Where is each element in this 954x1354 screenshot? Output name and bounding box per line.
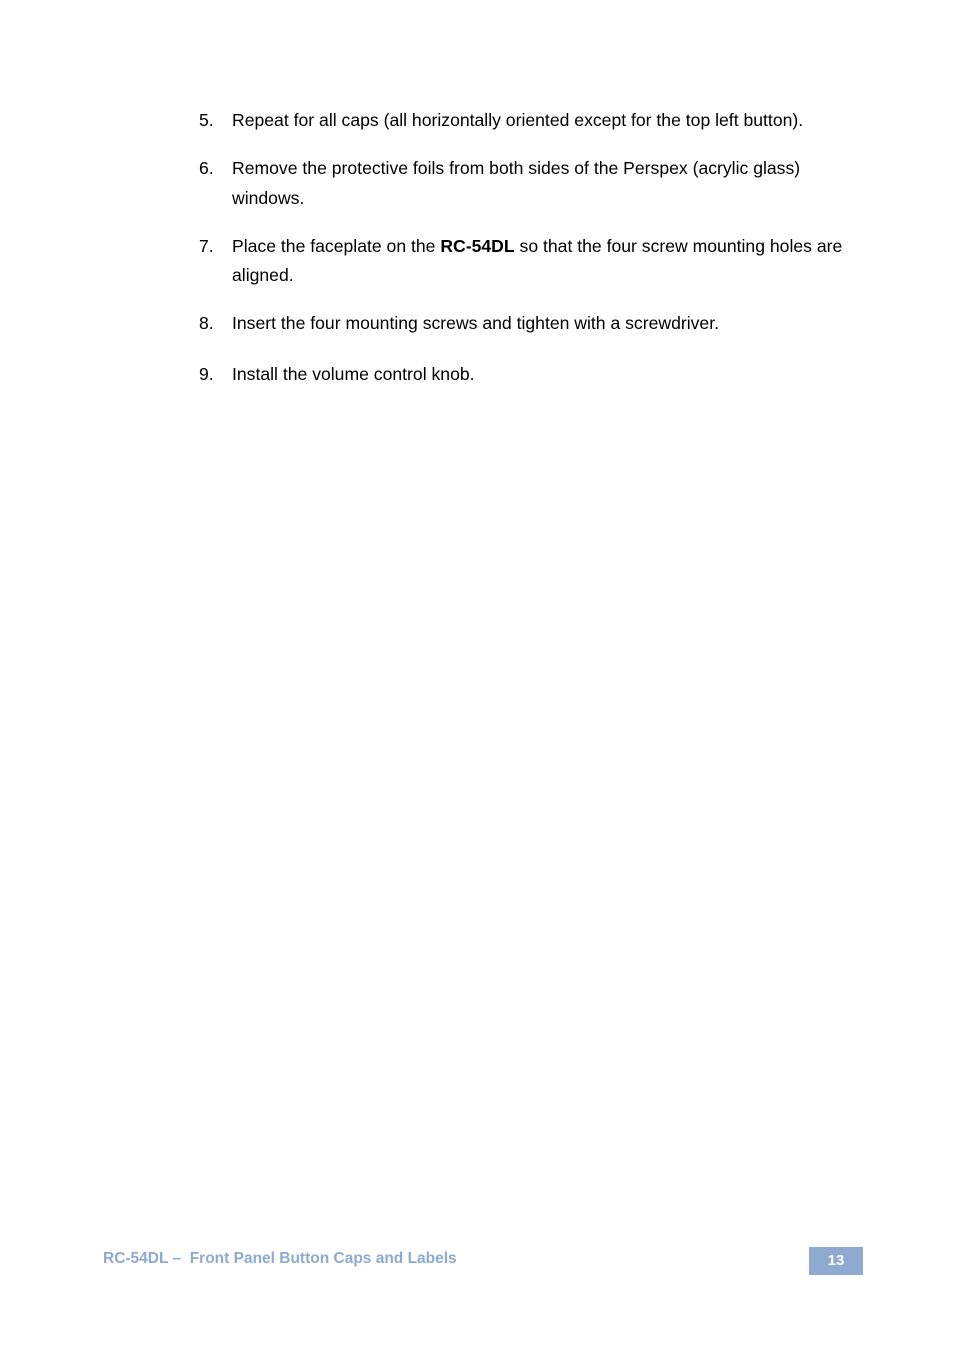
step-item [199,154,859,213]
step-item [199,106,859,136]
step-text: Remove the protective foils from both sides of the Perspex (acrylic glass) windows. [232,158,801,208]
step-text: Insert the four mounting screws and tighten with a screwdriver. [232,313,719,333]
step-number: 6. [199,158,214,178]
step-text-part: so that the four screw mounting holes are aligned. [232,235,843,285]
step-item [199,232,859,291]
step-number: 8. [199,313,214,333]
step-number: 9. [199,363,214,384]
step-item [199,309,859,339]
step-text: Install the volume control knob. [232,363,475,384]
product-name: RC-54DL [440,235,515,256]
instruction-steps [199,106,859,408]
step-text-part: Place the faceplate on the [232,235,441,256]
page-number-badge: 13 [809,1247,863,1275]
step-text [232,236,842,286]
step-number: 5. [199,110,214,130]
footer-title: RC-54DL – Front Panel Button Caps and Labels [103,1250,457,1267]
step-number: 7. [199,235,214,256]
step-item [199,360,859,390]
step-text: Repeat for all caps (all horizontally oriented except for the top left button). [232,110,804,130]
